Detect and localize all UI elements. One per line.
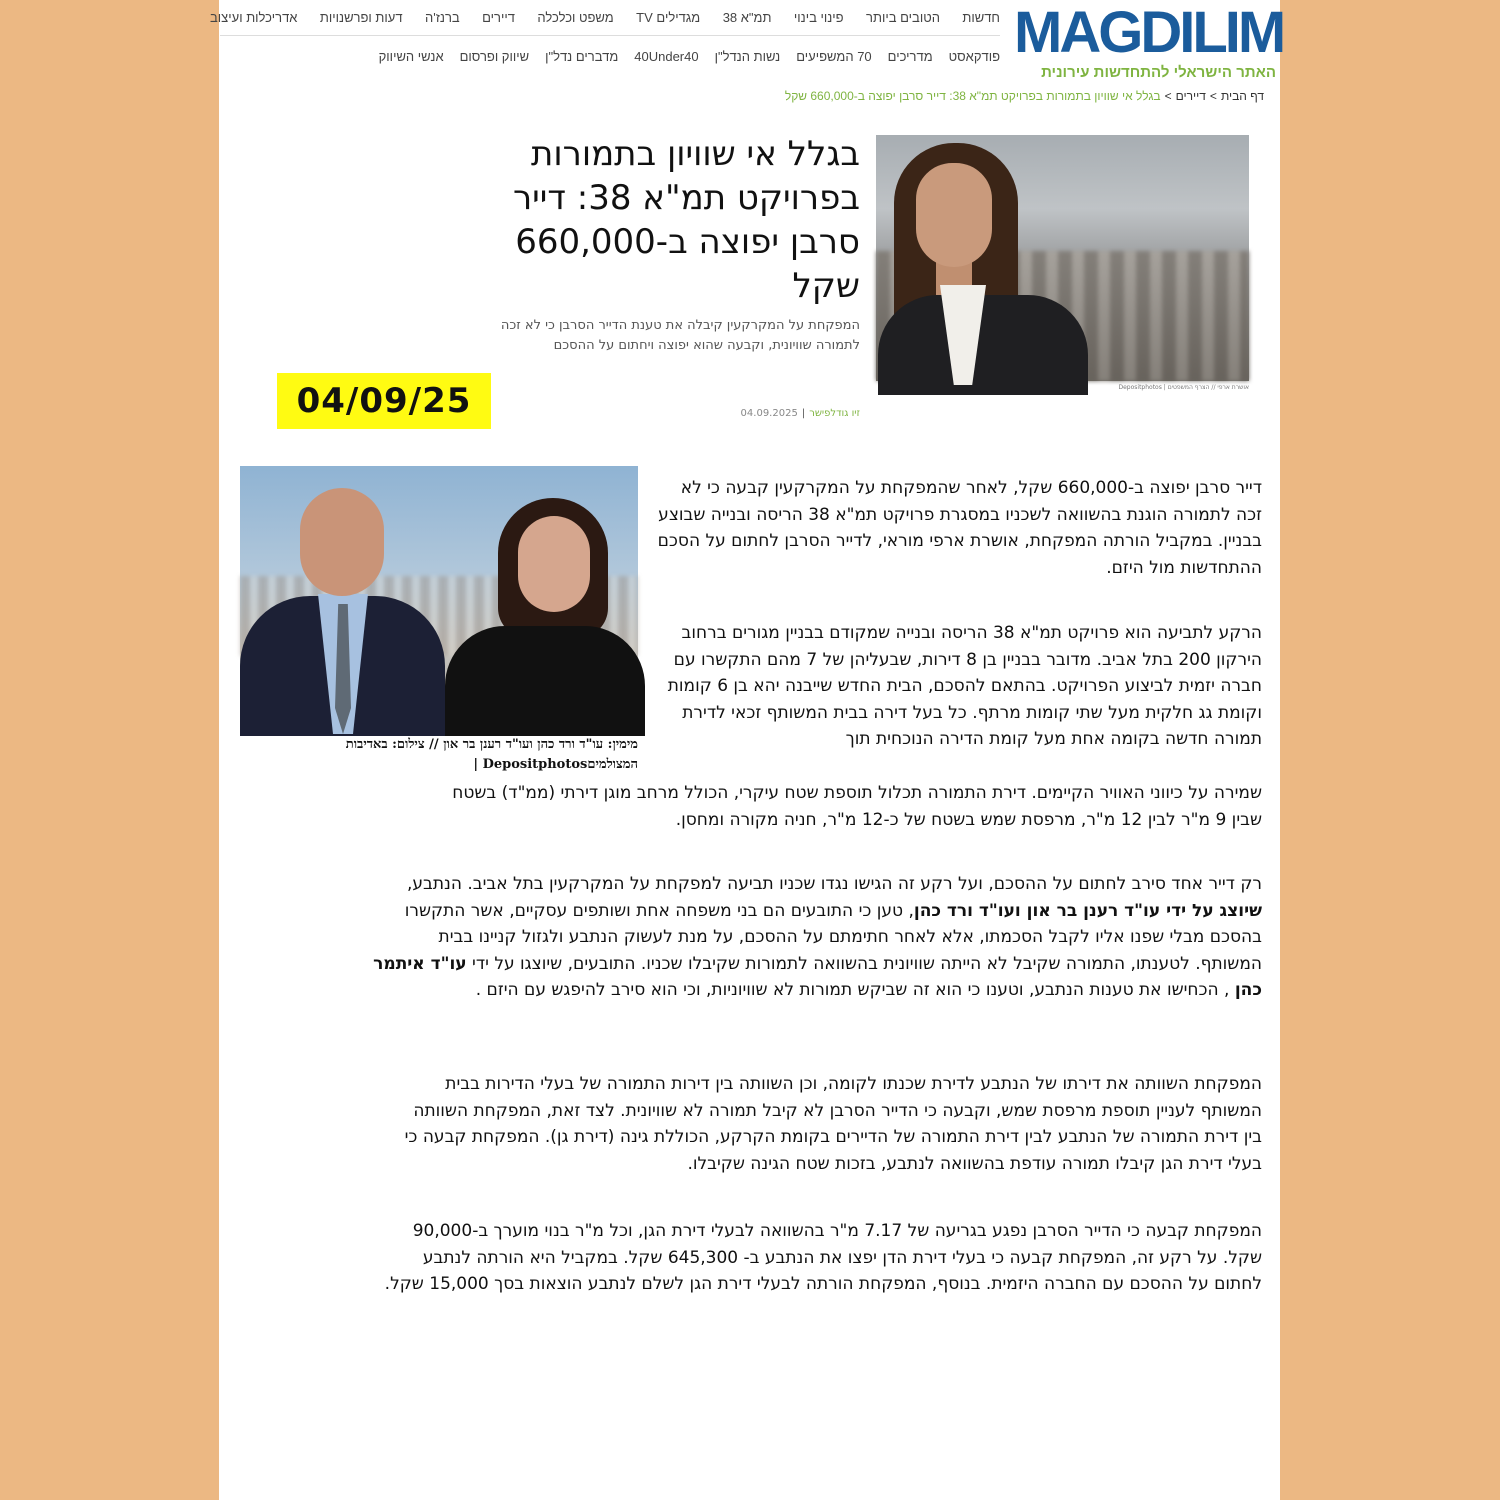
nav-item-tenants[interactable]: דיירים	[482, 10, 515, 25]
main-nav	[210, 10, 1000, 25]
article-title: בגלל אי שוויון בתמורות בפרויקט תמ"א 38: דייר סרבן יפוצה ב-660,000 שקל	[512, 134, 860, 306]
article-page	[210, 0, 1284, 1500]
p3-text-c: , טען כי התובעים הם בני משפחה אחת ושותפים עסקיים, אשר התקשרו בהסכם מבלי שפנו אליו לקבל הסכמתו, אלא לאחר חתימתם על ההסכם, על מנת לעשוק הנתבע ולגזול קניינו בבית המשותף. לטענתו, התמורה שקיבל לא הייתה שוויונית בהשוואה לתמורות שקיבלו שכניו. התובעים, שיוצגו על ידי	[404, 900, 1262, 974]
breadcrumb-separator: >	[1164, 89, 1172, 103]
nav-divider	[220, 35, 1000, 36]
nav-item-law-economy[interactable]: משפט וכלכלה	[537, 10, 614, 25]
body-paragraph-3	[372, 871, 1262, 1004]
photo-man-head	[300, 488, 384, 596]
nav-item-tv[interactable]: מגדילים TV	[636, 10, 701, 25]
body-paragraph-5: המפקחת קבעה כי הדייר הסרבן נפגע בגריעה של 7.17 מ"ר בהשוואה לבעלי דירת הגן, וכל מ"ר בנוי מוערך ב-90,000 שקל. על רקע זה, המפקחת קבעה כי בעלי דירת הדן יפצו את הנתבע ב- 645,300 שקל. במקביל היא הורתה לנתבע לחתום על ההסכם עם החברה היזמית. בנוסף, המפקחת הורתה לבעלי דירת הגן לשלם לנתבע הוצאות בסך 15,000 שקל.	[384, 1221, 1262, 1294]
breadcrumb-current: בגלל אי שוויון בתמורות בפרויקט תמ"א 38: דייר סרבן יפוצה ב-660,000 שקל	[784, 89, 1161, 103]
breadcrumb-home[interactable]: דף הבית	[1220, 89, 1264, 103]
breadcrumb-section[interactable]: דיירים	[1175, 89, 1206, 103]
nav-item-opinions[interactable]: דעות ופרשנויות	[319, 10, 403, 25]
nav-item-industry[interactable]: ברנז'ה	[424, 10, 460, 25]
nav-item-podcast[interactable]: פודקאסט	[948, 49, 1000, 64]
p3-lawyer-plaintiffs: עו"ד איתמר כהן	[373, 953, 1262, 1000]
nav-item-news[interactable]: חדשות	[962, 10, 1000, 25]
nav-item-guides[interactable]: מדריכים	[887, 49, 933, 64]
nav-item-70-influencers[interactable]: 70 המשפיעים	[796, 49, 872, 64]
hero-portrait-jacket	[878, 295, 1088, 395]
body-paragraph-2-continued: שמירה על כיווני האוויר הקיימים. דירת התמורה תכלול תוספת שטח עיקרי, הכולל מרחב מוגן דירתי (ממ"ד) בשטח שבין 9 מ"ר לבין 12 מ"ר, מרפסת שמש בשטח של כ-12 מ"ר, חניה מקורה ומחסן.	[452, 783, 1262, 830]
p3-text-a: רק דייר אחד סירב לחתום על ההסכם, ועל רקע זה הגישו נגדו שכניו תביעה למפקחת על המקרקעין בתל אביב. הנתבע,	[406, 874, 1262, 894]
body-paragraph-1: דייר סרבן יפוצה ב-660,000 שקל, לאחר שהמפקחת על המקרקעין קבעה כי לא זכה לתמורה הוגנת בהשוואה לשכניו במסגרת פרויקט תמ"א 38 הריסה ובנייה שבוצע בבניין. במקביל הורתה המפקחת, אושרת ארפי מוראי, לדייר הסרבן לחתום על הסכם ההתחדשות מול היזם.	[657, 478, 1262, 578]
photo-woman-body	[445, 626, 645, 736]
site-tagline: האתר הישראלי להתחדשות עירונית	[1041, 64, 1276, 81]
photo-caption: מימין: עו"ד ורד כהן ועו"ד רענן בר און // צילום: באדיבות המצולמיםDepositphotos |	[345, 737, 638, 772]
body-paragraph-2: הרקע לתביעה הוא פרויקט תמ"א 38 הריסה ובנייה שמקודם בבניין מגורים ברחוב הירקון 200 בתל אביב. מדובר בבניין בן 8 דירות, שבעליהן של 7 מהם התקשרו עם חברה יזמית לביצוע הפרויקט. בהתאם להסכם, הבית החדש שייבנה יהא בן 6 קומות וקומת גג חלקית מעל שתי קומות מרתף. כל בעל דירה בבית המשותף זכאי לדירת תמורה חדשה בקומה אחת מעל קומת הדירה הנוכחית תוך	[667, 623, 1262, 749]
nav-item-marketing[interactable]: שיווק ופרסום	[459, 49, 530, 64]
logo-text: MAGDILIM	[1014, 0, 1284, 65]
photo-woman-face	[518, 516, 590, 612]
hero-image	[876, 135, 1249, 381]
article-meta	[741, 408, 860, 419]
breadcrumb	[785, 89, 1264, 103]
nav-item-40under40[interactable]: 40Under40	[634, 49, 699, 64]
secondary-nav	[379, 49, 1000, 64]
breadcrumb-separator: >	[1209, 89, 1217, 103]
author-link[interactable]: זיו גודלפישר	[809, 408, 860, 419]
article-photo	[240, 466, 638, 728]
article-subtitle: המפקחת על המקרקעין קיבלה את טענת הדייר הסרבן כי לא זכה לתמורה שוויונית, וקבעה שהוא יפוצה ויחתום על ההסכם	[500, 318, 860, 353]
p3-lawyers-defendant: שיוצג על ידי עו"ד רענן בר און ועו"ד ורד כהן	[913, 900, 1262, 921]
nav-item-best[interactable]: הטובים ביותר	[866, 10, 940, 25]
hero-caption: אושרת ארפי // הצרף המשפטים | Depositphotos	[1118, 384, 1249, 391]
nav-item-pinui-binui[interactable]: פינוי בינוי	[793, 10, 844, 25]
meta-separator: |	[801, 408, 806, 419]
nav-item-tama38[interactable]: תמ"א 38	[722, 10, 772, 25]
body-paragraph-4: המפקחת השוותה את דירתו של הנתבע לדירת שכנתו לקומה, וכן השוותה בין דירות התמורה של בעלי הדירות בבית המשותף לעניין תוספת מרפסת שמש, וקבעה כי הדייר הסרבן לא קיבל תמורה לא שוויונית. לצד זאת, המפקחת השוותה בין דירת התמורה של הנתבע לבין דירת התמורה של הדיירים בקומת הקרקע, הכוללת גינה (דירת גן). המפקחת קבעה כי בעלי דירת הגן קיבלו תמורה עודפת בהשוואה לנתבע, בזכות שטח הגינה שקיבלו.	[404, 1074, 1262, 1174]
hero-portrait-face	[916, 163, 992, 267]
site-logo[interactable]	[1014, 0, 1284, 81]
p3-text-e: , הכחישו את טענות הנתבע, וטענו כי הוא זה שביקש תמורות לא שוויוניות, וכי הוא סירב להיפגש עם היזם .	[475, 980, 1235, 1000]
nav-item-architecture[interactable]: אדריכלות ועיצוב	[210, 10, 298, 25]
nav-item-women-realestate[interactable]: נשות הנדל"ן	[714, 49, 781, 64]
nav-item-talking-realestate[interactable]: מדברים נדל"ן	[545, 49, 619, 64]
date-stamp: 04/09/25	[277, 373, 491, 429]
publish-date: 04.09.2025	[740, 408, 798, 419]
nav-item-marketers[interactable]: אנשי השיווק	[378, 49, 444, 64]
